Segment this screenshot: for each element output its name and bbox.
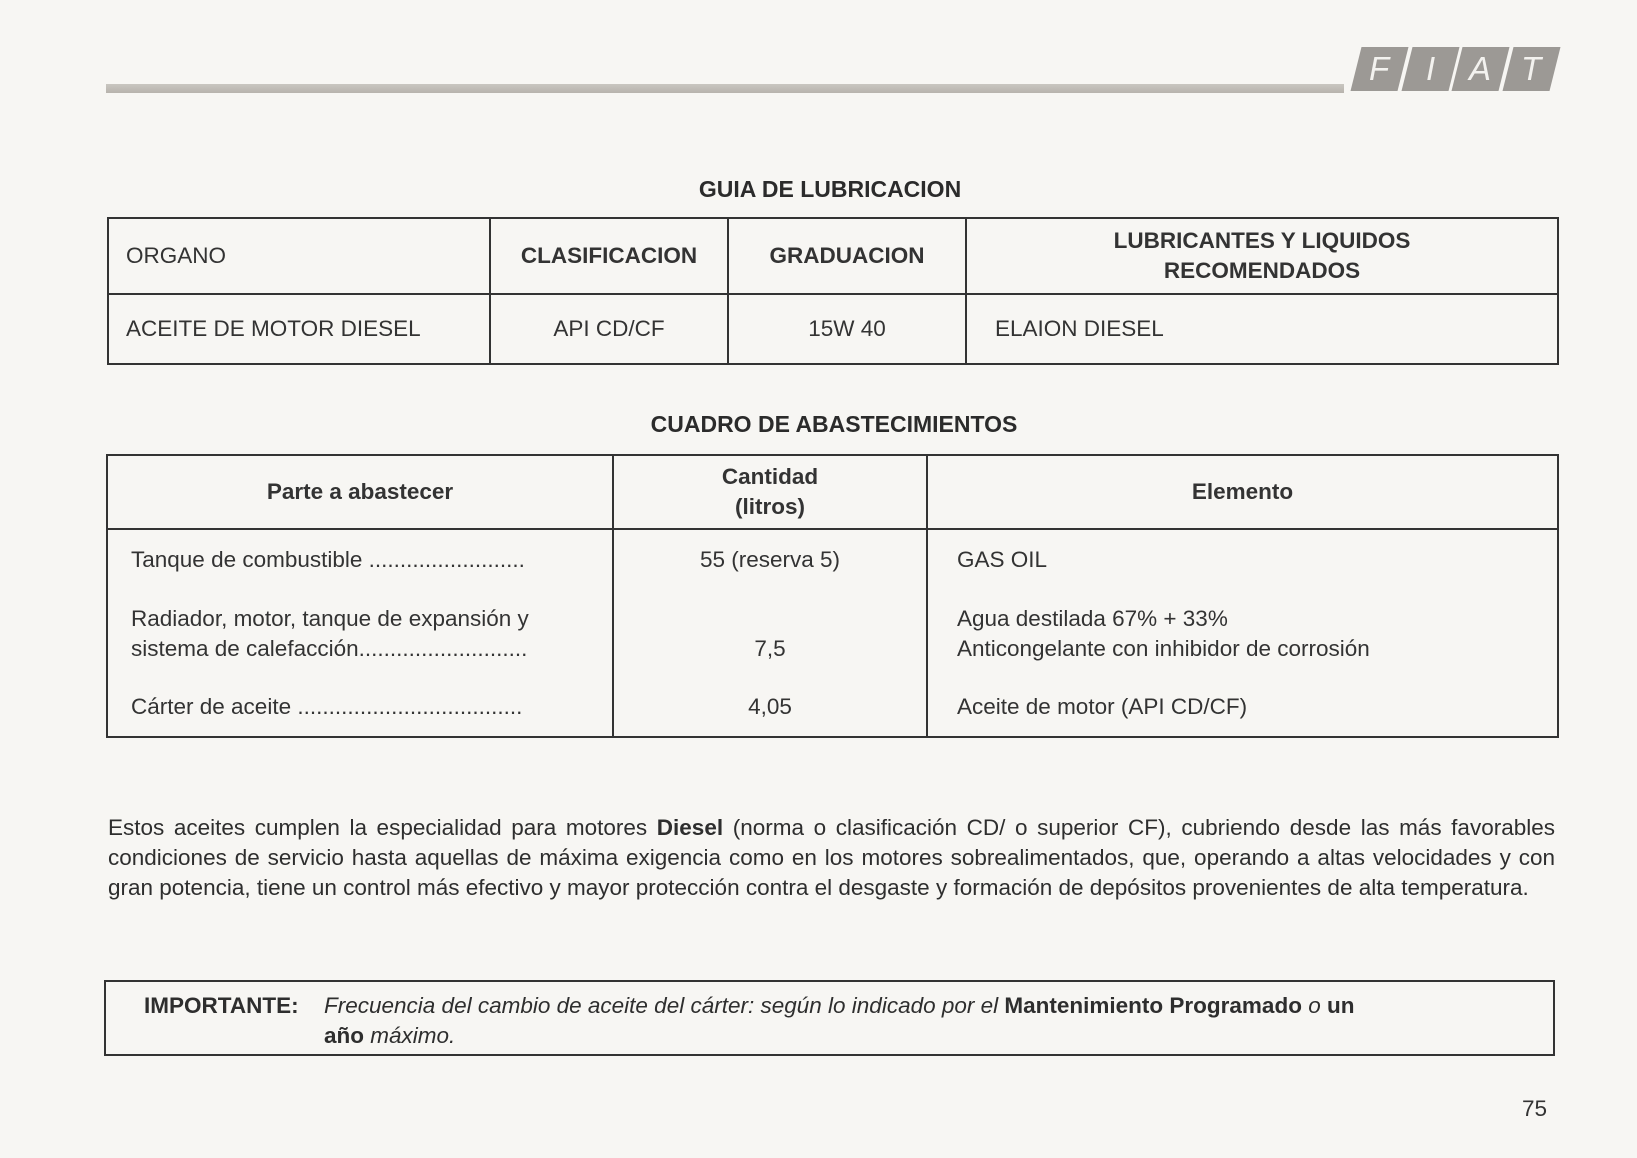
table-row <box>108 294 1558 364</box>
fiat-logo <box>1356 47 1554 91</box>
table-body-row <box>107 529 1558 737</box>
logo-letter: A <box>1469 50 1492 87</box>
column-header-organo: ORGANO <box>108 218 490 294</box>
important-label: IMPORTANTE: <box>144 993 299 1018</box>
logo-letter: F <box>1369 50 1390 87</box>
logo-cell <box>1502 47 1559 91</box>
logo-cell <box>1351 47 1408 91</box>
table-header-row <box>108 218 1558 294</box>
part-column <box>107 529 613 737</box>
lubrication-title: GUIA DE LUBRICACION <box>698 176 962 202</box>
logo-cell <box>1452 47 1509 91</box>
element-column <box>927 529 1558 737</box>
header-rule <box>106 84 1344 93</box>
paragraph-bold: Diesel <box>656 815 724 840</box>
important-italic: máximo. <box>364 1023 456 1048</box>
paragraph-text: Estos aceites cumplen la especialidad para motores <box>108 815 657 840</box>
quantity-cell: 7,5 <box>754 636 786 661</box>
quantity-column <box>613 529 927 737</box>
page-number: 75 <box>1522 1096 1548 1121</box>
important-note <box>104 980 1555 1056</box>
oil-description-paragraph <box>108 813 1555 903</box>
part-cell: Radiador, motor, tanque de expansión y <box>131 606 529 631</box>
column-header-element: Elemento <box>927 455 1558 529</box>
column-header-quantity <box>613 455 927 529</box>
quantity-cell: 55 (reserva 5) <box>699 547 841 572</box>
cell-graduacion: 15W 40 <box>728 294 966 364</box>
supply-title: CUADRO DE ABASTECIMIENTOS <box>650 411 1018 437</box>
part-cell: sistema de calefacción........................... <box>131 636 528 661</box>
quantity-cell: 4,05 <box>748 694 792 719</box>
element-cell: Agua destilada 67% + 33% <box>957 606 1228 631</box>
part-cell: Tanque de combustible ......................... <box>131 547 525 572</box>
important-italic: Frecuencia del cambio de aceite del cárter: según lo indicado por el <box>324 993 1005 1018</box>
logo-letter: T <box>1520 50 1541 87</box>
quantity-header-line: (litros) <box>735 494 805 519</box>
paragraph-text: (norma o clasificación CD/ o superior CF), cubriendo desde las más favorables condiciones de servicio hasta aquellas de máxima exigencia como en los motores sobrealimentados, que, operando a altas velocidades y con gran potencia, tiene un control más efectivo y mayor protección contra el desgaste y formación de depósitos provenientes de alta temperatura. <box>108 815 1555 900</box>
important-bold: año <box>324 1023 365 1048</box>
important-bold: Mantenimiento Programado <box>1004 993 1302 1018</box>
supply-table <box>106 454 1559 738</box>
lubrication-table <box>107 217 1559 365</box>
important-bold: un <box>1326 993 1355 1018</box>
column-header-clasificacion: CLASIFICACION <box>490 218 728 294</box>
cell-organo: ACEITE DE MOTOR DIESEL <box>108 294 490 364</box>
part-cell: Cárter de aceite .................................... <box>131 694 523 719</box>
column-header-part: Parte a abastecer <box>107 455 613 529</box>
element-cell: Anticongelante con inhibidor de corrosión <box>957 636 1370 661</box>
element-cell: GAS OIL <box>957 547 1048 572</box>
column-header-graduacion: GRADUACION <box>728 218 966 294</box>
logo-letter: I <box>1425 50 1435 87</box>
important-line-1 <box>324 993 1354 1019</box>
element-cell: Aceite de motor (API CD/CF) <box>957 694 1248 719</box>
quantity-header-line: Cantidad <box>721 464 819 489</box>
column-header-lubricantes: LUBRICANTES Y LIQUIDOS RECOMENDADOS <box>966 218 1558 294</box>
cell-lubricante: ELAION DIESEL <box>966 294 1558 364</box>
important-italic: o <box>1301 993 1327 1018</box>
table-header-row <box>107 455 1558 529</box>
cell-clasificacion: API CD/CF <box>490 294 728 364</box>
important-line-2 <box>324 1023 455 1049</box>
logo-cell <box>1401 47 1458 91</box>
